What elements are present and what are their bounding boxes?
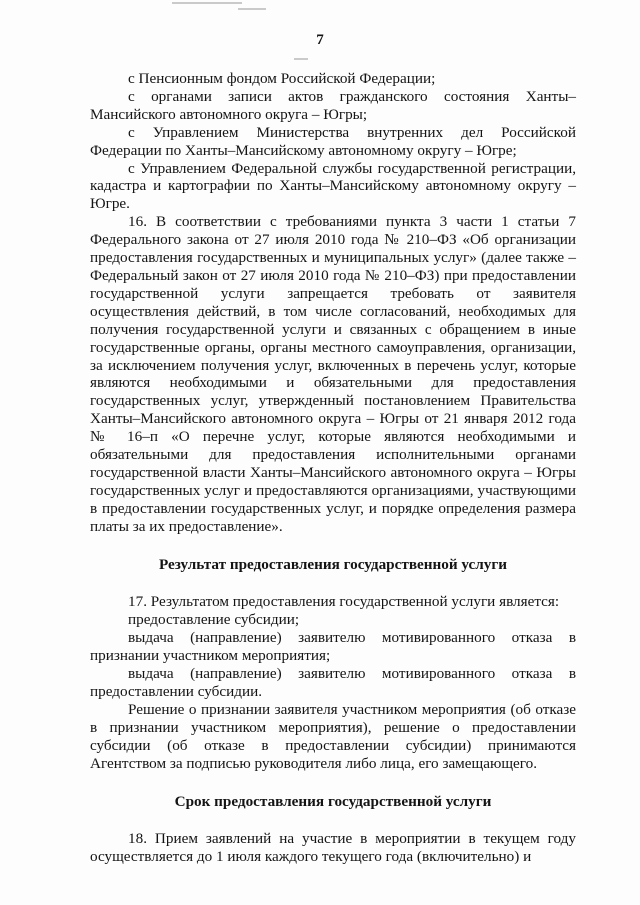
paragraph: предоставление субсидии; xyxy=(128,611,300,629)
document-body xyxy=(90,70,576,866)
paragraph: с органами записи актов гражданского состояния Ханты–Мансийского автономного округа – Югры; xyxy=(90,87,576,123)
paragraph: 16. В соответствии с требованиями пункта 3 части 1 статьи 7 Федерального закона от 27 июля 2010 года № 210–ФЗ «Об организации предоставления государственных и муниципальных услуг» (далее также – Федеральный закон от 27 июля 2010 года № 210–ФЗ) при предоставлении государственной услуги запрещается требовать от заявителя осуществления действий, в том числе согласований, необходимых для получения государственной услуги и связанных с обращением в иные государственные органы, органы местного самоуправления, организации, за исключением получения услуг, включенных в перечень услуг, которые являются необходимыми и обязательными для предоставления государственных услуг, утвержденный постановлением Правительства Ханты–Мансийского автономного округа – Югры от 21 января 2012 года № 16–п «О перечне услуг, которые являются необходимыми и обязательными для предоставления исполнительными органами государственной власти Ханты–Мансийского автономного округа – Югры государственных услуг и предоставляются организациями, участвующими в предоставлении государственных услуг, и порядке определения размера платы за их предоставление». xyxy=(90,213,576,535)
paragraph: 17. Результатом предоставления государственной услуги является: xyxy=(128,593,560,611)
page-number: 7 xyxy=(316,32,324,48)
paragraph: Решение о признании заявителя участником мероприятия (об отказе в признании участником мероприятия), решение о предоставлении субсидии (об отказе в предоставлении субсидии) принимаются Агентством за подписью руководителя либо лица, его замещающего. xyxy=(90,700,576,772)
paragraph: 18. Прием заявлений на участие в мероприятии в текущем году осуществляется до 1 июля каждого текущего года (включительно) и xyxy=(90,830,576,866)
section-heading-result: Результат предоставления государственной услуги xyxy=(158,555,508,573)
paragraph: с Управлением Министерства внутренних дел Российской Федерации по Ханты–Мансийскому автономному округу – Югре; xyxy=(90,123,576,159)
section-heading-term: Срок предоставления государственной услуги xyxy=(174,792,492,810)
scan-artifact xyxy=(238,8,266,10)
scan-artifact xyxy=(294,58,308,60)
scan-artifact xyxy=(172,2,242,4)
paragraph: с Пенсионным фондом Российской Федерации; xyxy=(128,70,436,87)
paragraph: выдача (направление) заявителю мотивированного отказа в предоставлении субсидии. xyxy=(90,665,576,700)
paragraph: выдача (направление) заявителю мотивированного отказа в признании участником мероприятия; xyxy=(90,629,576,665)
paragraph: с Управлением Федеральной службы государственной регистрации, кадастра и картографии по Ханты–Мансийскому автономному округу – Югре. xyxy=(90,159,576,213)
